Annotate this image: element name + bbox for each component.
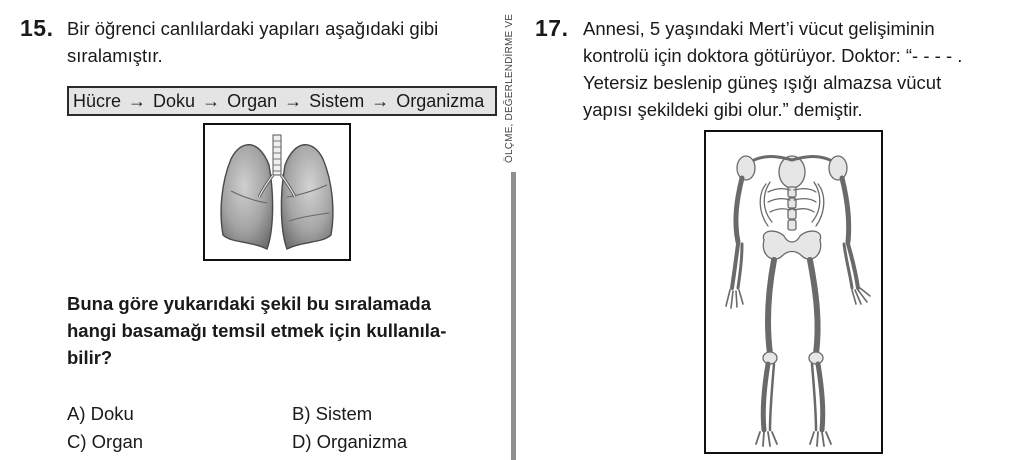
arrow-right-icon: → (371, 91, 390, 111)
option-b[interactable]: B) Sistem (292, 403, 373, 424)
question-17-stem (583, 15, 1013, 123)
question-15-prompt-line2: hangi basamağı temsil etmek için kullanıla- (67, 320, 447, 341)
question-15-stem-line1: Bir öğrenci canlılardaki yapıları aşağıdaki gibi (67, 18, 439, 39)
question-15-number: 15. (20, 15, 54, 41)
question-15-prompt-line3: bilir? (67, 347, 113, 368)
question-17-line3: Yetersiz beslenip güneş ışığı almazsa vücut (583, 72, 942, 93)
arrow-right-icon: → (202, 91, 221, 111)
question-17-line4: yapısı şekildeki gibi olur.” demiştir. (583, 99, 863, 120)
question-17-line2: kontrolü için doktora götürüyor. Doktor: “- - - - . (583, 45, 963, 66)
option-c[interactable]: C) Organ (67, 431, 144, 452)
sidebar-vertical-label: ÖLÇME, DEĞERLENDİRME VE (504, 13, 515, 163)
column-divider (511, 172, 516, 460)
option-d[interactable]: D) Organizma (292, 431, 408, 452)
skeleton-icon (706, 132, 881, 452)
question-15-stem-line2: sıralamıştır. (67, 45, 163, 66)
sequence-item-cell: Hücre (73, 91, 122, 111)
arrow-right-icon: → (284, 91, 303, 111)
question-17-number: 17. (535, 15, 569, 41)
sequence-item-organism: Organizma (396, 91, 485, 111)
hierarchy-sequence-box (67, 86, 497, 116)
lungs-icon (205, 125, 349, 259)
skeleton-figure (704, 130, 883, 454)
sequence-item-tissue: Doku (153, 91, 196, 111)
arrow-right-icon: → (128, 91, 147, 111)
question-15-prompt-line1: Buna göre yukarıdaki şekil bu sıralamada (67, 293, 431, 314)
sequence-item-system: Sistem (309, 91, 365, 111)
question-15-prompt (67, 290, 507, 371)
lungs-figure (203, 123, 351, 261)
option-a[interactable]: A) Doku (67, 403, 134, 424)
question-17-line1: Annesi, 5 yaşındaki Mert’i vücut gelişiminin (583, 18, 935, 39)
question-15-stem (67, 15, 507, 69)
sequence-item-organ: Organ (227, 91, 278, 111)
